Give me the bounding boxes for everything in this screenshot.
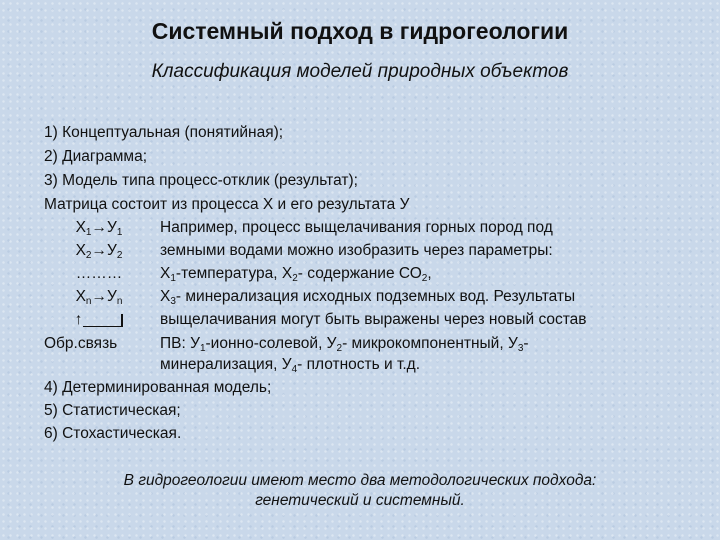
list-item: 5) Статистическая; — [44, 402, 181, 419]
list-item: 4) Детерминированная модель; — [44, 379, 272, 396]
arrow-right-icon: → — [91, 219, 107, 236]
example-text-line: земными водами можно изобразить через параметры: — [160, 242, 553, 259]
feedback-line-icon — [83, 314, 123, 327]
conclusion-line: генетический и системный. — [255, 492, 465, 509]
example-text-line: ПВ: $У_1-ионно$-солевой, $У_2-$ микрокомпонентный, $У_3-$ — [160, 335, 529, 354]
matrix-row — [44, 287, 154, 307]
y-index: n — [116, 296, 123, 307]
y-symbol: У — [106, 219, 117, 236]
feedback-arrow — [44, 311, 154, 331]
example-text-line: Например, процесс выщелачивания горных пород под — [160, 219, 553, 236]
example-text-line: $Х_1$-температура, $Х_2-$ содержание $СО_2$, — [160, 265, 432, 284]
page-subtitle: Классификация моделей природных объектов — [151, 61, 569, 82]
matrix-description: Матрица состоит из процесса Х и его результата У — [44, 196, 410, 213]
list-item: 3) Модель типа процесс-отклик (результат); — [44, 172, 358, 189]
arrow-right-icon: → — [91, 288, 107, 305]
example-text-line: минерализация, $У_4-$ плотность и т.д. — [160, 356, 420, 375]
page-title: Системный подход в гидрогеологии — [151, 18, 569, 44]
x-symbol: Х — [75, 219, 86, 236]
matrix-row — [44, 218, 154, 238]
y-symbol: У — [106, 288, 117, 305]
conclusion-line: В гидрогеологии имеют место два методологических подхода: — [123, 472, 597, 489]
list-item: 2) Диаграмма; — [44, 148, 147, 165]
conclusion — [60, 471, 660, 511]
example-text-line: $Х_3-$ минерализация исходных подземных вод. Результаты — [160, 288, 576, 307]
x-index: 1 — [85, 227, 92, 238]
feedback-label: Обр.связь — [44, 335, 118, 352]
x-index: 2 — [85, 250, 92, 261]
x-index: n — [85, 296, 92, 307]
x-symbol: Х — [75, 242, 86, 259]
list-item: 6) Стохастическая. — [44, 425, 182, 442]
arrow-up-icon: ↑ — [74, 311, 83, 328]
list-item: 1) Концептуальная (понятийная); — [44, 124, 284, 141]
x-symbol: Х — [75, 288, 86, 305]
matrix-ellipsis: ……… — [75, 265, 123, 282]
y-symbol: У — [106, 242, 117, 259]
matrix-row — [44, 241, 154, 261]
example-text-line: выщелачивания могут быть выражены через новый состав — [160, 311, 587, 328]
arrow-right-icon: → — [91, 242, 107, 259]
y-index: 2 — [116, 250, 123, 261]
y-index: 1 — [116, 227, 123, 238]
